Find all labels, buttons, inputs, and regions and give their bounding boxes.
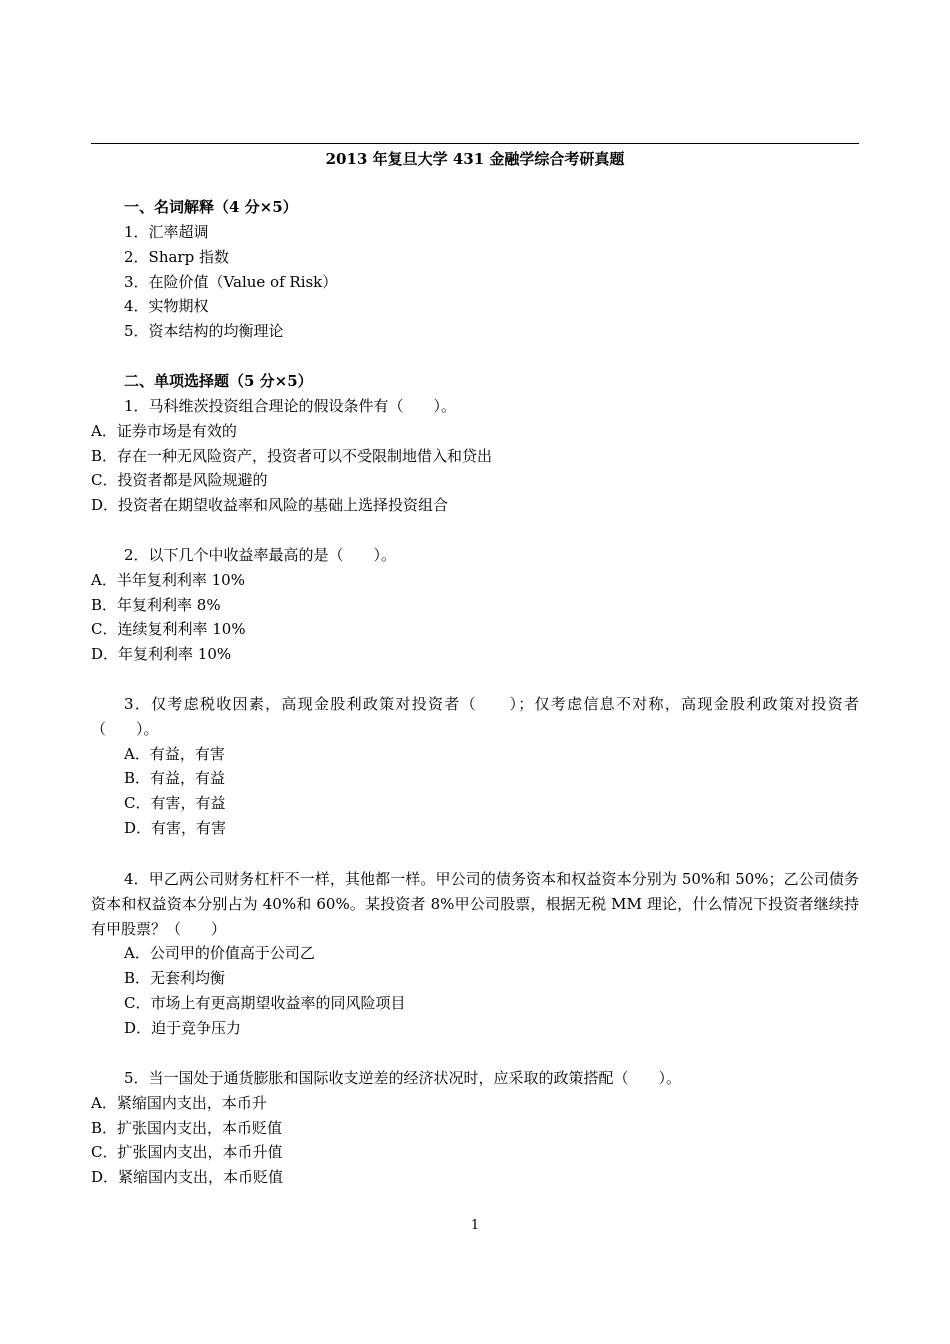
term-item: 4．实物期权 [124,297,209,316]
question-option: D．有害，有害 [124,818,227,837]
question-4 [91,867,859,1041]
question-option: B．存在一种无风险资产，投资者可以不受限制地借入和贷出 [91,446,493,465]
question-option: A．公司甲的价值高于公司乙 [124,944,315,963]
question-1 [91,394,859,518]
document-title: 2013 年复旦大学 431 金融学综合考研真题 [325,150,625,168]
header-rule [91,143,859,144]
question-stem: 3．仅考虑税收因素，高现金股利政策对投资者（ ）；仅考虑信息不对称，高现金股利政策对投资者（ ）。 [91,695,859,738]
question-option: A．证券市场是有效的 [91,421,237,440]
question-option: B．有益，有益 [124,769,226,788]
question-option: D．迫于竞争压力 [124,1018,242,1037]
question-option: A．半年复利利率 10% [91,570,245,589]
question-option: C．投资者都是风险规避的 [91,471,268,490]
question-option: A．有益，有害 [124,744,225,763]
question-stem: 4．甲乙两公司财务杠杆不一样，其他都一样。甲公司的债务资本和权益资本分别为 50%和 50%；乙公司债务资本和权益资本分别占为 40%和 60%。某投资者 8%甲公司股票，根据无税 MM 理论，什么情况下投资者继续持有甲股票？（ ） [91,870,859,938]
question-stem: 2．以下几个中收益率最高的是（ ）。 [124,546,397,564]
question-option: B．无套利均衡 [124,969,226,988]
question-option: C．市场上有更高期望收益率的同风险项目 [124,993,406,1012]
question-stem: 5．当一国处于通货膨胀和国际收支逆差的经济状况时，应采取的政策搭配（ ）。 [124,1069,682,1087]
question-option: B．年复利利率 8% [91,595,221,614]
question-option: B．扩张国内支出，本币贬值 [91,1118,283,1137]
question-option: A．紧缩国内支出，本币升 [91,1093,267,1112]
section-heading-terms: 一、名词解释（4 分×5） [124,198,298,216]
term-item: 2．Sharp 指数 [124,247,229,266]
section-terms [91,195,859,344]
term-item: 5．资本结构的均衡理论 [124,322,284,341]
term-item: 1．汇率超调 [124,223,209,241]
term-item: 3．在险价值（Value of Risk） [124,272,338,291]
question-option: D．紧缩国内支出，本币贬值 [91,1168,284,1187]
question-5 [91,1066,859,1190]
question-option: C．连续复利利率 10% [91,620,246,639]
question-3 [91,692,859,841]
question-option: D．年复利利率 10% [91,645,232,664]
page-number: 1 [470,1218,480,1233]
section-choice [91,369,859,394]
question-stem: 1．马科维茨投资组合理论的假设条件有（ ）。 [124,397,457,415]
section-heading-choice: 二、单项选择题（5 分×5） [124,372,313,390]
question-option: C．扩张国内支出，本币升值 [91,1143,283,1162]
question-option: D．投资者在期望收益率和风险的基础上选择投资组合 [91,496,449,515]
question-option: C．有害，有益 [124,794,226,813]
question-2 [91,543,859,667]
